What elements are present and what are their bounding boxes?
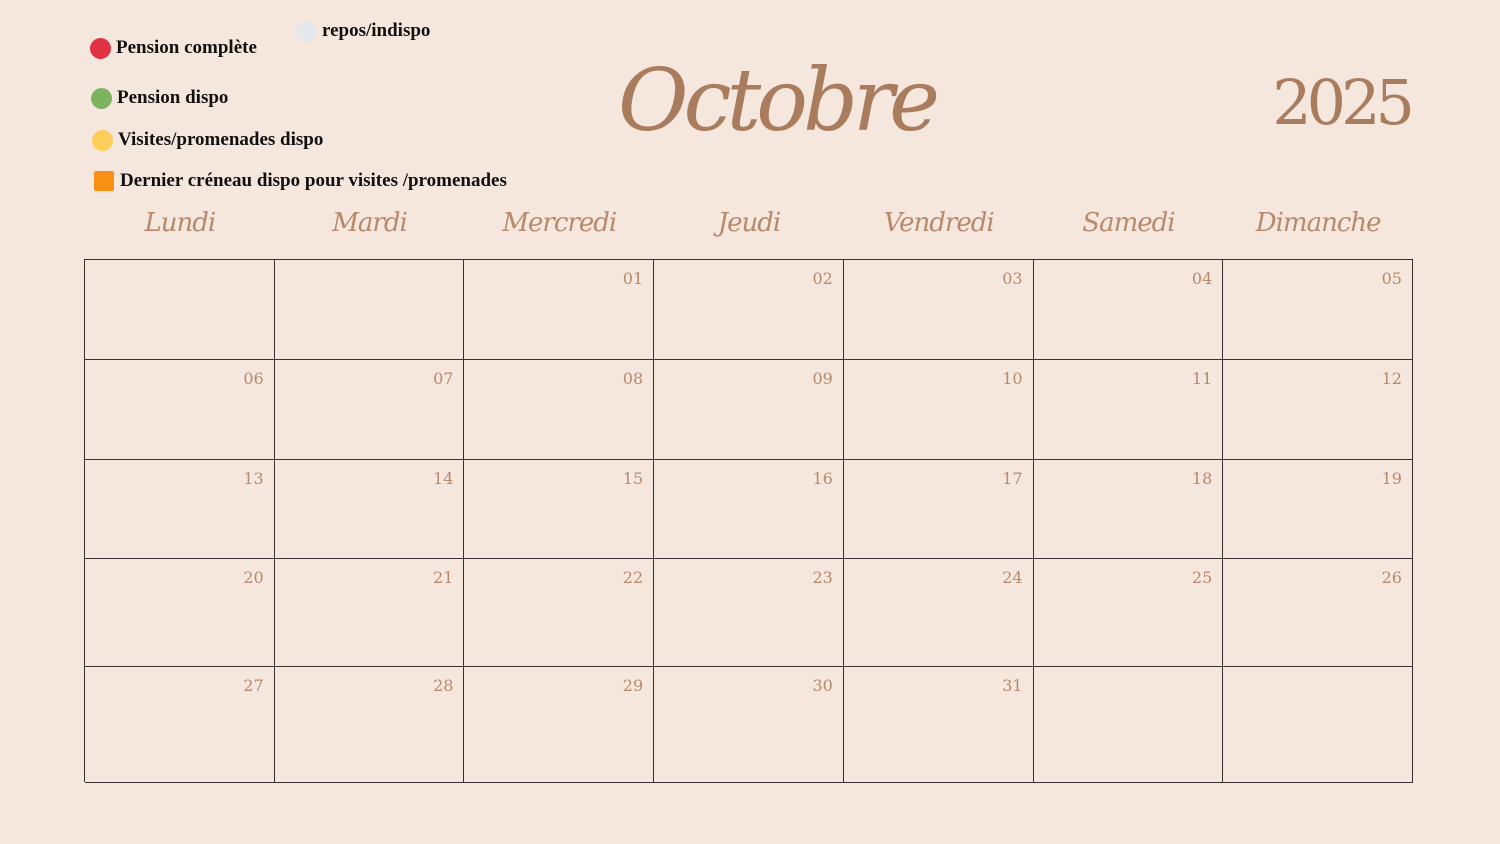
- weekday-header-row: [85, 208, 1413, 238]
- day-number: 30: [812, 676, 833, 695]
- legend-item-pension-dispo: [91, 87, 228, 109]
- day-cell[interactable]: [844, 260, 1034, 360]
- calendar-grid: [84, 259, 1413, 782]
- day-number: 14: [433, 469, 454, 488]
- day-cell[interactable]: [275, 460, 465, 559]
- legend-label: Dernier créneau dispo pour visites /promenades: [120, 170, 507, 191]
- day-cell[interactable]: [1034, 667, 1224, 783]
- legend-item-pension-complete: [90, 37, 257, 59]
- weekday-samedi: Samedi: [1082, 208, 1175, 238]
- green-dot-icon: [91, 88, 112, 109]
- day-number: 22: [622, 568, 644, 587]
- day-number: 12: [1381, 369, 1402, 388]
- day-cell[interactable]: [654, 260, 844, 360]
- day-number: 09: [812, 369, 833, 388]
- day-cell[interactable]: [654, 360, 844, 460]
- day-number: 16: [812, 469, 833, 488]
- day-number: 25: [1191, 568, 1213, 587]
- day-cell[interactable]: [1034, 260, 1224, 360]
- day-cell[interactable]: [85, 559, 275, 667]
- day-number: 04: [1191, 269, 1213, 288]
- day-cell[interactable]: [275, 260, 465, 360]
- day-cell[interactable]: [464, 460, 654, 559]
- day-number: 18: [1191, 469, 1213, 488]
- day-cell[interactable]: [464, 559, 654, 667]
- legend-label: Pension complète: [116, 37, 257, 58]
- day-cell[interactable]: [275, 667, 465, 783]
- day-cell[interactable]: [654, 559, 844, 667]
- day-cell[interactable]: [1034, 460, 1224, 559]
- day-cell[interactable]: [1034, 360, 1224, 460]
- day-cell[interactable]: [275, 559, 465, 667]
- day-cell[interactable]: [85, 667, 275, 783]
- day-number: 29: [622, 676, 644, 695]
- day-number: 01: [622, 269, 644, 288]
- day-cell[interactable]: [1223, 460, 1413, 559]
- day-cell[interactable]: [464, 360, 654, 460]
- day-cell[interactable]: [1223, 559, 1413, 667]
- day-number: 24: [1002, 568, 1023, 587]
- year-title: 2025: [1272, 66, 1410, 139]
- day-number: 19: [1381, 469, 1402, 488]
- day-number: 07: [433, 369, 454, 388]
- legend-label: Visites/promenades dispo: [118, 129, 324, 150]
- yellow-dot-icon: [92, 130, 113, 151]
- day-cell[interactable]: [844, 460, 1034, 559]
- day-number: 11: [1191, 369, 1213, 388]
- day-number: 26: [1381, 568, 1402, 587]
- day-cell[interactable]: [464, 667, 654, 783]
- weekday-lundi: Lundi: [144, 208, 216, 238]
- day-number: 20: [243, 568, 264, 587]
- day-number: 21: [433, 568, 454, 587]
- legend-item-repos: [296, 20, 430, 42]
- day-number: 03: [1002, 269, 1023, 288]
- day-cell[interactable]: [654, 667, 844, 783]
- day-cell[interactable]: [85, 360, 275, 460]
- weekday-mercredi: Mercredi: [502, 208, 617, 238]
- grey-dot-icon: [296, 21, 317, 42]
- weekday-mardi: Mardi: [332, 208, 407, 238]
- legend-label: repos/indispo: [322, 20, 431, 41]
- day-number: 31: [1002, 676, 1023, 695]
- red-dot-icon: [90, 38, 111, 59]
- day-number: 02: [812, 269, 833, 288]
- day-cell[interactable]: [844, 360, 1034, 460]
- legend-item-dernier-creneau: [94, 170, 507, 192]
- day-number: 08: [622, 369, 644, 388]
- day-cell[interactable]: [1223, 667, 1413, 783]
- legend-item-visites: [92, 129, 323, 151]
- day-cell[interactable]: [1223, 360, 1413, 460]
- legend-label: Pension dispo: [117, 87, 229, 108]
- day-number: 13: [243, 469, 264, 488]
- day-cell[interactable]: [85, 260, 275, 360]
- day-number: 23: [812, 568, 833, 587]
- day-number: 28: [433, 676, 454, 695]
- weekday-jeudi: Jeudi: [717, 208, 781, 238]
- weekday-dimanche: Dimanche: [1255, 208, 1381, 238]
- orange-square-icon: [94, 171, 114, 191]
- day-number: 06: [243, 369, 264, 388]
- day-cell[interactable]: [275, 360, 465, 460]
- day-cell[interactable]: [844, 559, 1034, 667]
- day-cell[interactable]: [844, 667, 1034, 783]
- day-number: 05: [1381, 269, 1402, 288]
- day-number: 10: [1002, 369, 1023, 388]
- day-number: 15: [622, 469, 644, 488]
- day-cell[interactable]: [1223, 260, 1413, 360]
- day-cell[interactable]: [1034, 559, 1224, 667]
- day-cell[interactable]: [464, 260, 654, 360]
- day-number: 17: [1002, 469, 1023, 488]
- month-title: Octobre: [618, 51, 936, 151]
- day-cell[interactable]: [85, 460, 275, 559]
- day-number: 27: [243, 676, 264, 695]
- weekday-vendredi: Vendredi: [883, 208, 994, 238]
- day-cell[interactable]: [654, 460, 844, 559]
